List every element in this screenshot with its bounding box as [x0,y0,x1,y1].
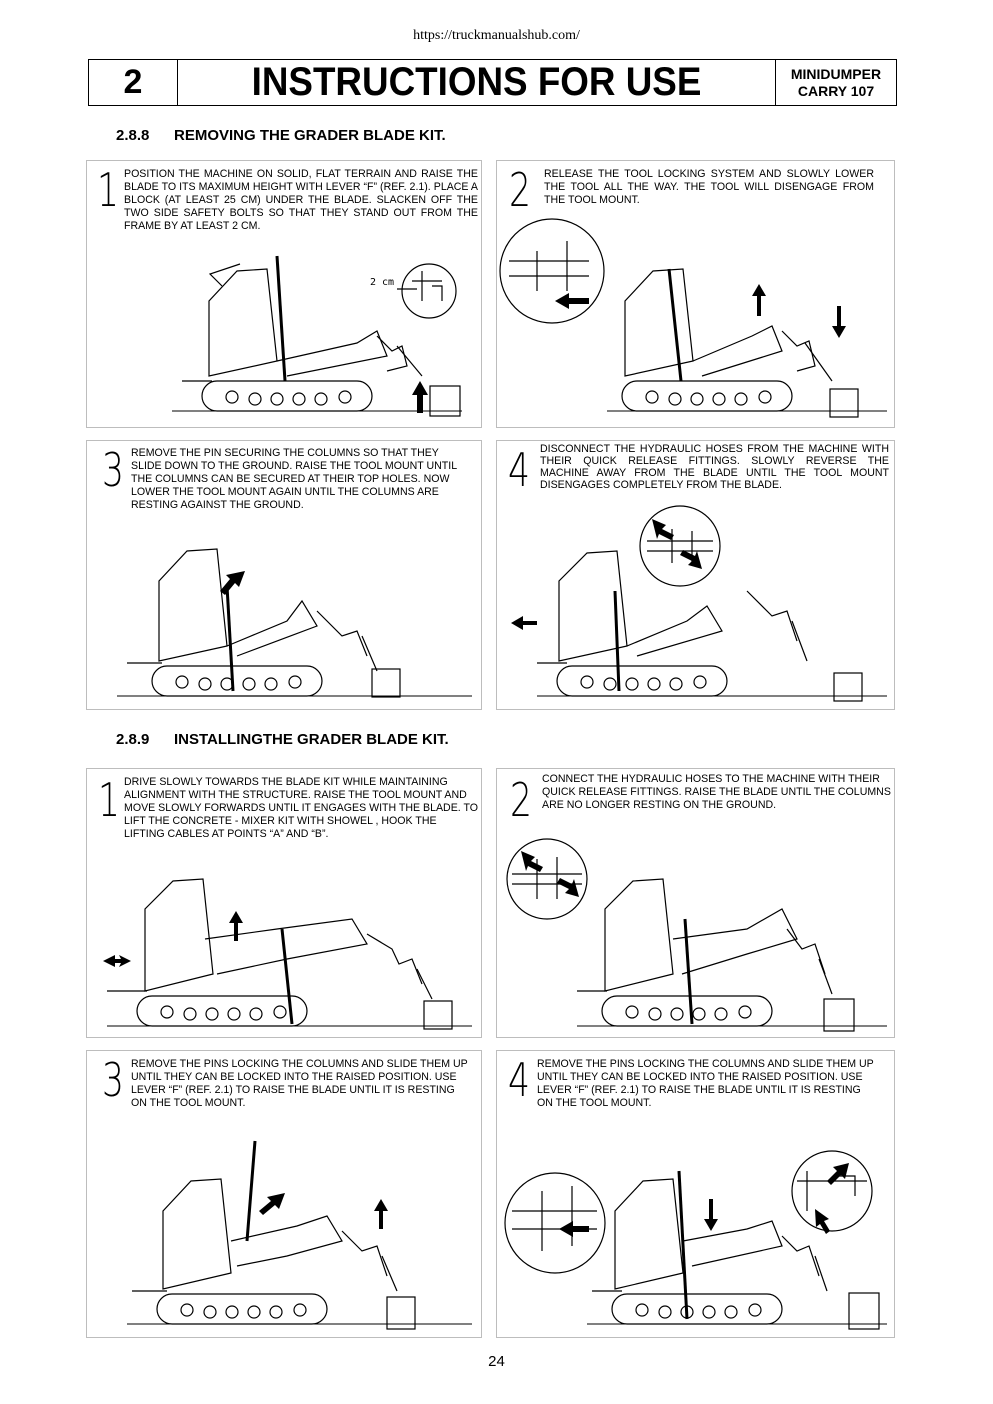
step-number: 4 [508,443,530,497]
step-number: 3 [102,443,124,497]
removing-step-2-panel [496,160,895,428]
installing-step-1-panel [86,768,482,1038]
illustration-install-step-1 [87,769,483,1039]
step-text: REMOVE THE PINS LOCKING THE COLUMNS AND SLIDE THEM UP UNTIL THEY CAN BE LOCKED INTO THE RAISED POSITION. USE LEVER “F” (REF. 2.1) TO RAISE THE BLADE UNTIL IT IS RESTING ON THE TOOL MOUNT. [131,1058,468,1109]
step-number: 1 [97,163,119,217]
page-title: INSTRUCTIONS FOR USE [251,60,702,104]
section-title: REMOVING THE GRADER BLADE KIT. [174,127,446,144]
section-title: INSTALLINGTHE GRADER BLADE KIT. [174,731,449,748]
page-header [88,59,897,106]
section-number: 2.8.9 [116,731,150,748]
removing-step-1-panel [86,160,482,428]
step-number: 4 [508,1053,530,1107]
step-text: RELEASE THE TOOL LOCKING SYSTEM AND SLOWLY LOWER THE TOOL ALL THE WAY. THE TOOL WILL DISENGAGE FROM THE TOOL MOUNT. [544,168,874,206]
step-text: DISCONNECT THE HYDRAULIC HOSES FROM THE MACHINE WITH THEIR QUICK RELEASE FITTINGS. SLOWLY REVERSE THE MACHINE AWAY FROM THE BLADE UNTIL THE TOOL MOUNT DISENGAGES COMPLETELY FROM THE BLADE. [540,443,889,491]
step-text: DRIVE SLOWLY TOWARDS THE BLADE KIT WHILE MAINTAINING ALIGNMENT WITH THE STRUCTURE. RAISE THE TOOL MOUNT AND MOVE SLOWLY FORWARDS UNTIL IT ENGAGES WITH THE BLADE. TO LIFT THE CONCRETE - MIXER KIT WITH SHOWEL , HOOK THE LIFTING CABLES AT POINTS “A” AND “B”. [124,776,478,840]
section-heading-removing [116,127,446,144]
page-number: 24 [488,1353,505,1370]
step-text: REMOVE THE PINS LOCKING THE COLUMNS AND SLIDE THEM UP UNTIL THEY CAN BE LOCKED INTO THE RAISED POSITION. USE LEVER “F” (REF. 2.1) TO RAISE THE BLADE UNTIL IT IS RESTING ON THE TOOL MOUNT. [537,1058,874,1109]
chapter-number: 2 [89,60,178,105]
illustration-remove-step-1 [87,161,483,429]
step-number: 3 [102,1053,124,1107]
source-url[interactable]: https://truckmanualshub.com/ [413,28,580,43]
illustration-install-step-4 [497,1051,896,1339]
removing-step-3-panel [86,440,482,710]
removing-step-4-panel [496,440,895,710]
model-box [775,60,896,105]
illustration-remove-step-3 [87,441,483,711]
section-number: 2.8.8 [116,127,150,144]
step-text: REMOVE THE PIN SECURING THE COLUMNS SO THAT THEY SLIDE DOWN TO THE GROUND. RAISE THE TOOL MOUNT UNTIL THE COLUMNS CAN BE SECURED AT THEIR TOP HOLES. NOW LOWER THE TOOL MOUNT AGAIN UNTIL THE COLUMNS ARE RESTING AGAINST THE GROUND. [131,447,457,511]
step-number: 2 [510,773,532,827]
model-line-1: MINIDUMPER [790,65,882,82]
callout-2cm: 2 cm [370,277,395,288]
illustration-install-step-2 [497,769,896,1039]
installing-step-3-panel [86,1050,482,1338]
section-heading-installing [116,731,449,748]
step-number: 2 [509,163,531,217]
model-line-2: CARRY 107 [797,82,875,99]
illustration-remove-step-4 [497,441,896,711]
step-text: CONNECT THE HYDRAULIC HOSES TO THE MACHINE WITH THEIR QUICK RELEASE FITTINGS. RAISE THE BLADE UNTIL THE COLUMNS ARE NO LONGER RESTING ON THE GROUND. [542,773,891,811]
step-number: 1 [98,773,120,827]
installing-step-2-panel [496,768,895,1038]
illustration-remove-step-2 [497,161,896,429]
step-text: POSITION THE MACHINE ON SOLID, FLAT TERRAIN AND RAISE THE BLADE TO ITS MAXIMUM HEIGHT WITH LEVER “F” (REF. 2.1). PLACE A BLOCK (AT LEAST 25 CM) UNDER THE BLADE. SLACKEN OFF THE TWO SIDE SAFETY BOLTS SO THAT THEY STAND OUT FROM THE FRAME BY AT LEAST 2 CM. [124,168,478,232]
illustration-install-step-3 [87,1051,483,1339]
installing-step-4-panel [496,1050,895,1338]
